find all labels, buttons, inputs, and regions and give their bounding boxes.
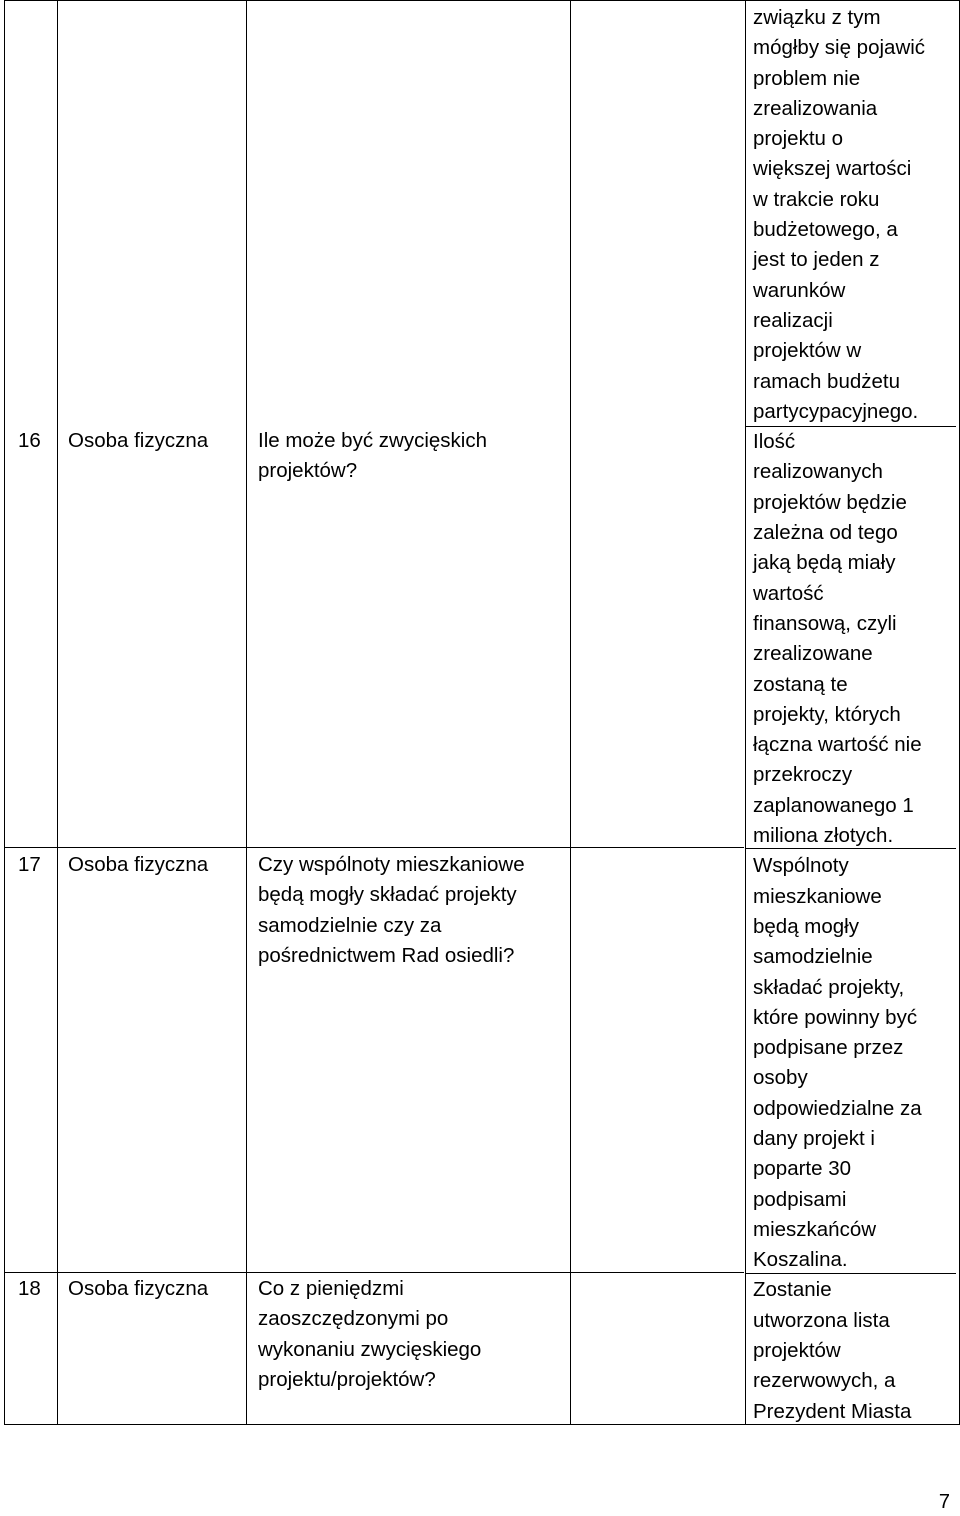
answer-line: finansową, czyli bbox=[753, 611, 897, 635]
answer-line: mógłby się pojawić bbox=[753, 36, 926, 60]
answer-line: zaplanowanego 1 bbox=[753, 793, 914, 817]
answer-line: ramach budżetu bbox=[753, 369, 901, 393]
answer-line: podpisane przez bbox=[753, 1036, 904, 1060]
row-16-author: Osoba fizyczna bbox=[68, 429, 209, 452]
row-16-number: 16 bbox=[18, 429, 41, 452]
answer-line: realizowanych bbox=[753, 460, 883, 484]
answer-line: poparte 30 bbox=[753, 1157, 852, 1181]
column-divider-question bbox=[570, 1, 571, 1424]
answer-line: projekty, których bbox=[753, 702, 901, 726]
column-divider-author bbox=[246, 1, 247, 1424]
answer-line: które powinny być bbox=[753, 1005, 918, 1029]
answer-line: zrealizowane bbox=[753, 642, 873, 666]
answer-line: samodzielnie bbox=[753, 945, 873, 969]
answer-line: Wspólnoty bbox=[753, 854, 849, 878]
column-divider-empty bbox=[745, 1, 746, 1424]
answer-line: projektów bbox=[753, 1339, 841, 1363]
column-divider-no bbox=[57, 1, 58, 1424]
answer-line: w trakcie roku bbox=[753, 187, 880, 211]
answer-line: zrealizowania bbox=[753, 96, 878, 120]
answer-line: łączna wartość nie bbox=[753, 733, 922, 757]
row-divider-17-18 bbox=[5, 1272, 744, 1273]
answer-line: Zostanie bbox=[753, 1278, 832, 1302]
answer-line: budżetowego, a bbox=[753, 218, 898, 242]
row-18-question: Co z pieniędzmi zaoszczędzonymi po wykonaniu zwycięskiego projektu/projektów? bbox=[258, 1277, 482, 1391]
row-divider-16-17 bbox=[5, 847, 744, 848]
answer-line: Ilość bbox=[753, 430, 796, 454]
answer-line: dany projekt i bbox=[753, 1126, 875, 1150]
answer-line: podpisami bbox=[753, 1187, 847, 1211]
page-number: 7 bbox=[938, 1491, 950, 1513]
row-16-question: Ile może być zwycięskich projektów? bbox=[258, 429, 487, 483]
answer-line: przekroczy bbox=[753, 763, 853, 787]
answer-line: partycypacyjnego. bbox=[753, 399, 919, 423]
row-17-question: Czy wspólnoty mieszkaniowe będą mogły składać projekty samodzielnie czy za pośrednictwem Rad osiedli? bbox=[258, 853, 525, 967]
answer-line: zależna od tego bbox=[753, 521, 898, 545]
row-17-author: Osoba fizyczna bbox=[68, 853, 209, 876]
answer-line: zostaną te bbox=[753, 672, 848, 696]
answer-line: jaką będą miały bbox=[753, 551, 896, 575]
answer-line: miliona złotych. bbox=[753, 824, 894, 848]
answer-line: mieszkaniowe bbox=[753, 884, 882, 908]
answer-line: jest to jeden z bbox=[753, 248, 880, 272]
answer-line: odpowiedzialne za bbox=[753, 1096, 922, 1120]
answer-line: składać projekty, bbox=[753, 975, 905, 999]
answer-line: związku z tym bbox=[753, 6, 881, 29]
answer-line: problem nie bbox=[753, 66, 861, 90]
answer-line: projektów będzie bbox=[753, 490, 907, 514]
answer-line: warunków bbox=[753, 278, 846, 302]
answer-line: realizacji bbox=[753, 308, 833, 332]
answer-line: mieszkańców bbox=[753, 1217, 877, 1241]
answer-line: wartość bbox=[753, 581, 824, 605]
row-18-number: 18 bbox=[18, 1277, 41, 1300]
answer-line: większej wartości bbox=[753, 157, 912, 181]
answer-line: Koszalina. bbox=[753, 1248, 848, 1272]
answer-line: projektu o bbox=[753, 127, 844, 151]
answer-line: utworzona lista bbox=[753, 1308, 890, 1332]
answer-line: Prezydent Miasta bbox=[753, 1399, 912, 1423]
row-17-number: 17 bbox=[18, 853, 41, 876]
answer-line: osoby bbox=[753, 1066, 808, 1090]
answer-line: projektów w bbox=[753, 339, 862, 363]
answer-column bbox=[753, 3, 958, 1427]
answer-line: będą mogły bbox=[753, 914, 859, 938]
answer-line: rezerwowych, a bbox=[753, 1369, 896, 1393]
row-18-author: Osoba fizyczna bbox=[68, 1277, 209, 1300]
